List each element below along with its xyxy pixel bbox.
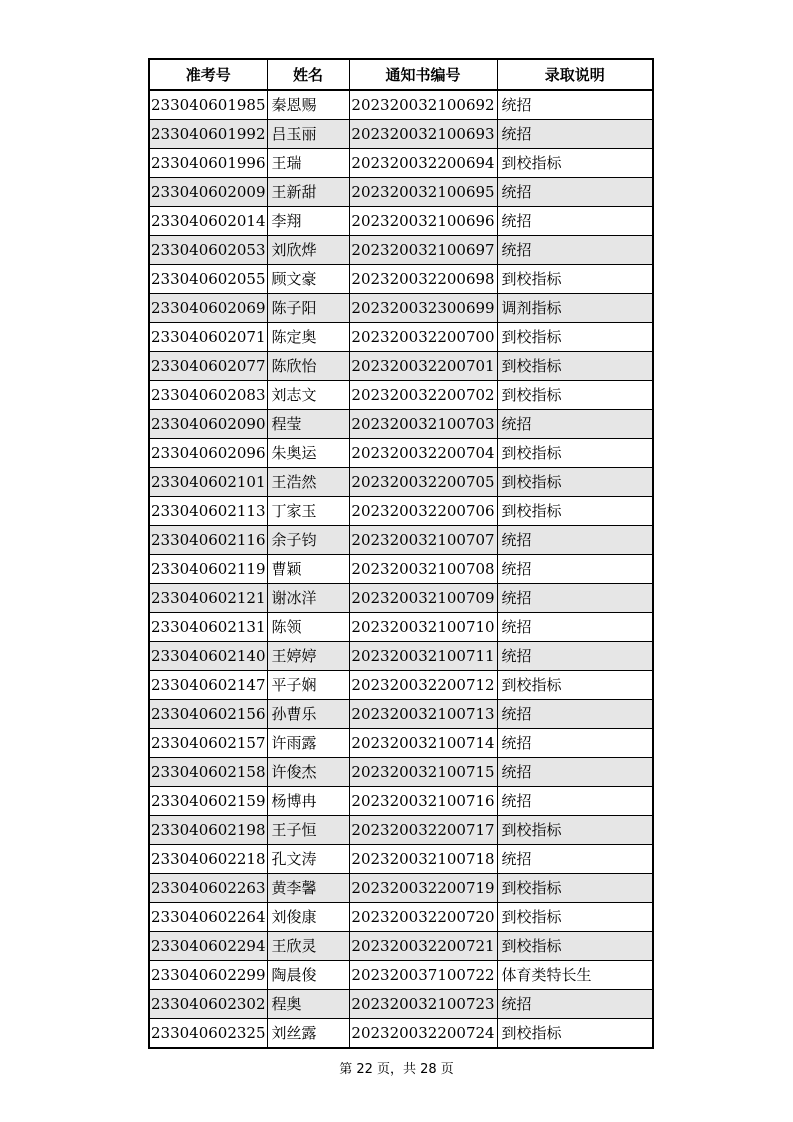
- cell-admission-note: 到校指标: [497, 497, 653, 526]
- cell-student-name: 谢冰洋: [267, 584, 349, 613]
- table-row: [149, 729, 653, 758]
- table-row: [149, 497, 653, 526]
- cell-admission-note: 到校指标: [497, 816, 653, 845]
- table-row: [149, 787, 653, 816]
- cell-student-name: 孙曹乐: [267, 700, 349, 729]
- cell-admission-note: 统招: [497, 990, 653, 1019]
- cell-notice-number: 202320032100710: [349, 613, 497, 642]
- table-row: [149, 352, 653, 381]
- cell-notice-number: 202320032100707: [349, 526, 497, 555]
- cell-admission-note: 统招: [497, 613, 653, 642]
- cell-exam-number: 233040602156: [149, 700, 267, 729]
- cell-student-name: 刘志文: [267, 381, 349, 410]
- cell-exam-number: 233040601992: [149, 120, 267, 149]
- cell-notice-number: 202320032200706: [349, 497, 497, 526]
- table-row: [149, 410, 653, 439]
- cell-exam-number: 233040602014: [149, 207, 267, 236]
- cell-notice-number: 202320032200720: [349, 903, 497, 932]
- cell-exam-number: 233040602071: [149, 323, 267, 352]
- cell-admission-note: 统招: [497, 207, 653, 236]
- cell-notice-number: 202320032200721: [349, 932, 497, 961]
- cell-notice-number: 202320032200694: [349, 149, 497, 178]
- cell-exam-number: 233040602121: [149, 584, 267, 613]
- cell-student-name: 孔文涛: [267, 845, 349, 874]
- cell-notice-number: 202320032200724: [349, 1019, 497, 1049]
- cell-exam-number: 233040602159: [149, 787, 267, 816]
- cell-student-name: 陈领: [267, 613, 349, 642]
- cell-student-name: 丁家玉: [267, 497, 349, 526]
- cell-exam-number: 233040602198: [149, 816, 267, 845]
- cell-exam-number: 233040602157: [149, 729, 267, 758]
- cell-admission-note: 到校指标: [497, 439, 653, 468]
- admission-table: [148, 58, 654, 1049]
- cell-exam-number: 233040601996: [149, 149, 267, 178]
- table-row: [149, 845, 653, 874]
- cell-admission-note: 到校指标: [497, 265, 653, 294]
- cell-student-name: 陈子阳: [267, 294, 349, 323]
- cell-admission-note: 到校指标: [497, 468, 653, 497]
- cell-notice-number: 202320032200712: [349, 671, 497, 700]
- cell-notice-number: 202320037100722: [349, 961, 497, 990]
- table-row: [149, 178, 653, 207]
- cell-exam-number: 233040602090: [149, 410, 267, 439]
- cell-exam-number: 233040602218: [149, 845, 267, 874]
- cell-notice-number: 202320032200705: [349, 468, 497, 497]
- table-row: [149, 468, 653, 497]
- table-row: [149, 120, 653, 149]
- cell-notice-number: 202320032100713: [349, 700, 497, 729]
- table-header: [149, 59, 653, 90]
- cell-student-name: 程奥: [267, 990, 349, 1019]
- cell-admission-note: 统招: [497, 642, 653, 671]
- header-exam-number: 准考号: [149, 59, 267, 90]
- cell-student-name: 秦恩赐: [267, 90, 349, 120]
- cell-student-name: 刘欣烨: [267, 236, 349, 265]
- cell-student-name: 王新甜: [267, 178, 349, 207]
- cell-notice-number: 202320032100714: [349, 729, 497, 758]
- cell-exam-number: 233040602147: [149, 671, 267, 700]
- cell-exam-number: 233040602083: [149, 381, 267, 410]
- cell-notice-number: 202320032100709: [349, 584, 497, 613]
- header-row: [149, 59, 653, 90]
- table-row: [149, 439, 653, 468]
- header-notice-number: 通知书编号: [349, 59, 497, 90]
- cell-exam-number: 233040602055: [149, 265, 267, 294]
- cell-student-name: 黄李馨: [267, 874, 349, 903]
- cell-notice-number: 202320032100693: [349, 120, 497, 149]
- cell-student-name: 陈定奥: [267, 323, 349, 352]
- table-row: [149, 671, 653, 700]
- table-row: [149, 613, 653, 642]
- cell-exam-number: 233040602325: [149, 1019, 267, 1049]
- cell-notice-number: 202320032200701: [349, 352, 497, 381]
- cell-notice-number: 202320032100703: [349, 410, 497, 439]
- page-footer: 第 22 页，共 28 页: [339, 1062, 454, 1077]
- cell-student-name: 李翔: [267, 207, 349, 236]
- cell-notice-number: 202320032100715: [349, 758, 497, 787]
- table-row: [149, 903, 653, 932]
- cell-exam-number: 233040602101: [149, 468, 267, 497]
- cell-admission-note: 体育类特长生: [497, 961, 653, 990]
- cell-student-name: 王欣灵: [267, 932, 349, 961]
- cell-notice-number: 202320032100718: [349, 845, 497, 874]
- cell-admission-note: 统招: [497, 178, 653, 207]
- cell-student-name: 余子钧: [267, 526, 349, 555]
- cell-notice-number: 202320032200702: [349, 381, 497, 410]
- cell-notice-number: 202320032200719: [349, 874, 497, 903]
- cell-notice-number: 202320032300699: [349, 294, 497, 323]
- cell-admission-note: 到校指标: [497, 352, 653, 381]
- cell-exam-number: 233040602096: [149, 439, 267, 468]
- cell-notice-number: 202320032100708: [349, 555, 497, 584]
- cell-notice-number: 202320032100711: [349, 642, 497, 671]
- cell-admission-note: 到校指标: [497, 903, 653, 932]
- admission-table-container: [148, 58, 652, 1049]
- header-admission-note: 录取说明: [497, 59, 653, 90]
- cell-student-name: 王子恒: [267, 816, 349, 845]
- header-name: 姓名: [267, 59, 349, 90]
- table-row: [149, 584, 653, 613]
- cell-exam-number: 233040602299: [149, 961, 267, 990]
- table-row: [149, 294, 653, 323]
- cell-student-name: 许雨露: [267, 729, 349, 758]
- cell-student-name: 曹颖: [267, 555, 349, 584]
- cell-exam-number: 233040601985: [149, 90, 267, 120]
- cell-admission-note: 到校指标: [497, 149, 653, 178]
- table-row: [149, 207, 653, 236]
- cell-student-name: 杨博冉: [267, 787, 349, 816]
- cell-student-name: 王婷婷: [267, 642, 349, 671]
- cell-exam-number: 233040602077: [149, 352, 267, 381]
- cell-student-name: 刘丝露: [267, 1019, 349, 1049]
- cell-student-name: 陈欣怡: [267, 352, 349, 381]
- cell-notice-number: 202320032100695: [349, 178, 497, 207]
- cell-exam-number: 233040602113: [149, 497, 267, 526]
- table-row: [149, 149, 653, 178]
- cell-notice-number: 202320032100723: [349, 990, 497, 1019]
- cell-admission-note: 到校指标: [497, 1019, 653, 1049]
- cell-notice-number: 202320032200717: [349, 816, 497, 845]
- table-row: [149, 555, 653, 584]
- cell-exam-number: 233040602263: [149, 874, 267, 903]
- table-row: [149, 961, 653, 990]
- cell-student-name: 王瑞: [267, 149, 349, 178]
- cell-student-name: 王浩然: [267, 468, 349, 497]
- table-row: [149, 381, 653, 410]
- cell-admission-note: 统招: [497, 845, 653, 874]
- cell-admission-note: 统招: [497, 90, 653, 120]
- cell-exam-number: 233040602158: [149, 758, 267, 787]
- cell-admission-note: 到校指标: [497, 874, 653, 903]
- cell-admission-note: 统招: [497, 584, 653, 613]
- cell-student-name: 平子娴: [267, 671, 349, 700]
- table-row: [149, 90, 653, 120]
- cell-student-name: 陶晨俊: [267, 961, 349, 990]
- cell-notice-number: 202320032100697: [349, 236, 497, 265]
- cell-notice-number: 202320032100692: [349, 90, 497, 120]
- cell-admission-note: 统招: [497, 120, 653, 149]
- cell-admission-note: 统招: [497, 236, 653, 265]
- cell-admission-note: 到校指标: [497, 671, 653, 700]
- table-row: [149, 526, 653, 555]
- table-row: [149, 874, 653, 903]
- table-row: [149, 700, 653, 729]
- cell-admission-note: 统招: [497, 758, 653, 787]
- cell-admission-note: 统招: [497, 555, 653, 584]
- cell-exam-number: 233040602119: [149, 555, 267, 584]
- cell-admission-note: 统招: [497, 700, 653, 729]
- table-row: [149, 323, 653, 352]
- cell-notice-number: 202320032200704: [349, 439, 497, 468]
- cell-notice-number: 202320032100716: [349, 787, 497, 816]
- cell-student-name: 程莹: [267, 410, 349, 439]
- table-row: [149, 236, 653, 265]
- cell-admission-note: 统招: [497, 526, 653, 555]
- cell-exam-number: 233040602009: [149, 178, 267, 207]
- table-row: [149, 758, 653, 787]
- cell-student-name: 吕玉丽: [267, 120, 349, 149]
- cell-notice-number: 202320032100696: [349, 207, 497, 236]
- cell-exam-number: 233040602053: [149, 236, 267, 265]
- cell-notice-number: 202320032200700: [349, 323, 497, 352]
- cell-exam-number: 233040602131: [149, 613, 267, 642]
- cell-exam-number: 233040602302: [149, 990, 267, 1019]
- cell-admission-note: 统招: [497, 787, 653, 816]
- cell-admission-note: 统招: [497, 729, 653, 758]
- cell-exam-number: 233040602140: [149, 642, 267, 671]
- cell-admission-note: 到校指标: [497, 323, 653, 352]
- cell-exam-number: 233040602116: [149, 526, 267, 555]
- table-body: [149, 90, 653, 1048]
- table-row: [149, 265, 653, 294]
- cell-admission-note: 调剂指标: [497, 294, 653, 323]
- cell-notice-number: 202320032200698: [349, 265, 497, 294]
- cell-admission-note: 到校指标: [497, 381, 653, 410]
- table-row: [149, 990, 653, 1019]
- cell-student-name: 刘俊康: [267, 903, 349, 932]
- cell-student-name: 朱奥运: [267, 439, 349, 468]
- cell-admission-note: 统招: [497, 410, 653, 439]
- table-row: [149, 1019, 653, 1049]
- cell-exam-number: 233040602264: [149, 903, 267, 932]
- table-row: [149, 932, 653, 961]
- table-row: [149, 816, 653, 845]
- cell-student-name: 许俊杰: [267, 758, 349, 787]
- cell-exam-number: 233040602294: [149, 932, 267, 961]
- cell-admission-note: 到校指标: [497, 932, 653, 961]
- cell-exam-number: 233040602069: [149, 294, 267, 323]
- table-row: [149, 642, 653, 671]
- cell-student-name: 顾文豪: [267, 265, 349, 294]
